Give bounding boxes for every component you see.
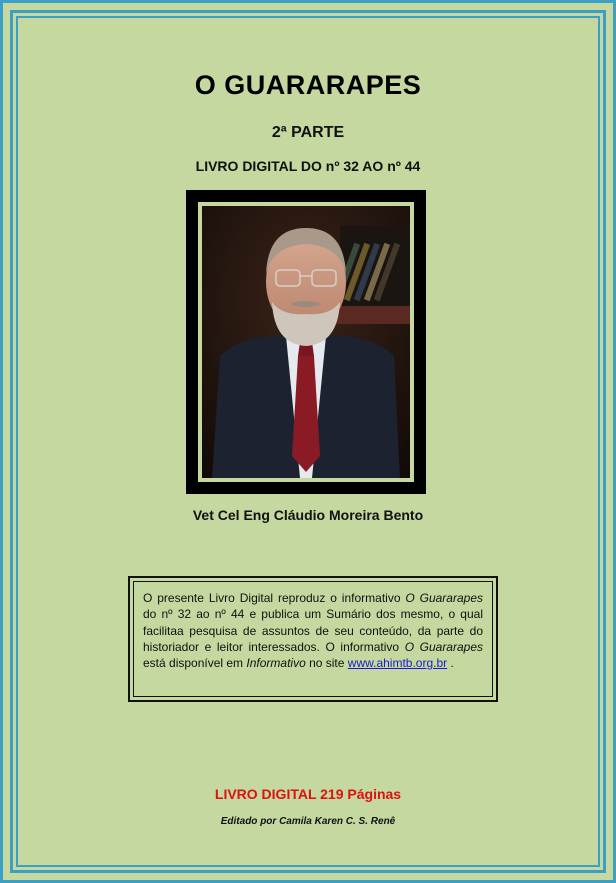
book-range: LIVRO DIGITAL DO nº 32 AO nº 44	[195, 158, 421, 174]
book-title: O GUARARAPES	[194, 70, 422, 100]
description-part: no site	[305, 656, 348, 671]
description-text	[133, 581, 493, 697]
author-portrait-image	[202, 206, 410, 478]
website-link[interactable]: www.ahimtb.org.br	[347, 656, 448, 671]
page-count: LIVRO DIGITAL 219 Páginas	[214, 786, 402, 802]
description-part: .	[447, 656, 454, 671]
description-box	[128, 576, 498, 702]
editor-credit: Editado por Camila Karen C. S. Renê	[220, 816, 396, 827]
author-photo-frame	[186, 190, 426, 494]
book-part: 2ª PARTE	[271, 124, 345, 141]
author-photo	[202, 206, 410, 478]
description-part: está disponível em	[143, 656, 247, 671]
author-name: Vet Cel Eng Cláudio Moreira Bento	[192, 507, 424, 523]
description-italic: O Guararapes	[405, 591, 483, 605]
author-photo-mat	[198, 202, 414, 482]
description-italic: Informativo	[246, 656, 306, 671]
description-part: O presente Livro Digital reproduz o informativo	[143, 591, 406, 605]
description-part: do nº 32 ao nº 44 e publica um Sumário dos mesmo, o qual facilitaa pesquisa de assuntos de seu conteúdo, da parte do historiador e leitor interessados. O informativo	[143, 607, 483, 654]
description-italic: O Guararapes	[404, 639, 484, 654]
